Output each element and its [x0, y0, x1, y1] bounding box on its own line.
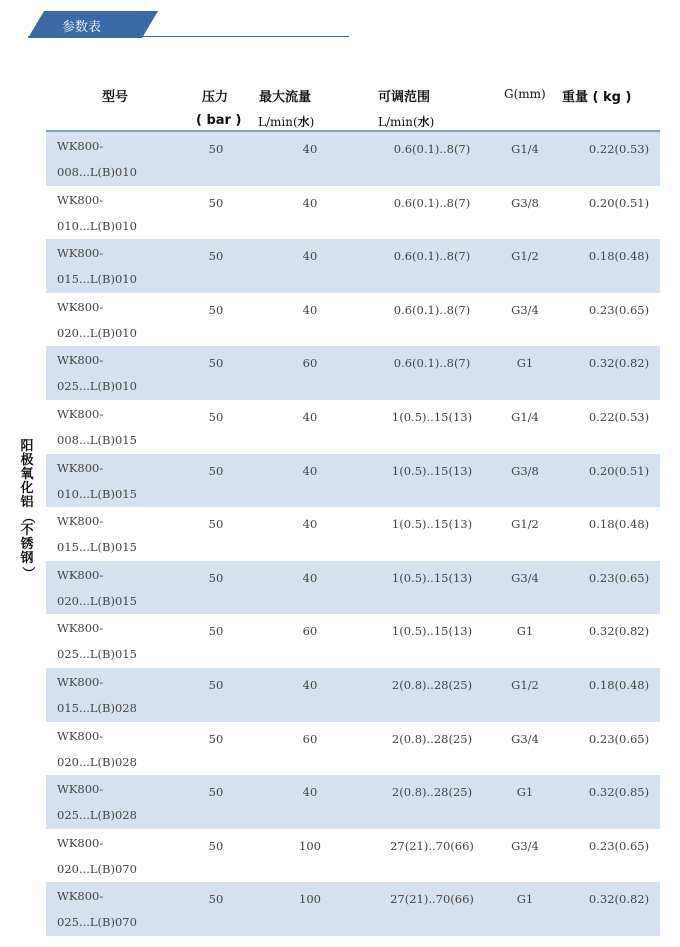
model-line-2: 020...L(B)028 — [57, 754, 137, 769]
side-label-char: 阳 — [20, 439, 34, 454]
table-row — [46, 561, 660, 615]
model-line-1: WK800- — [57, 139, 104, 153]
cell-flow-value: 40 — [302, 409, 318, 424]
cell-weight-value: 0.32(0.82) — [588, 892, 650, 907]
side-label-char: 不 — [20, 523, 34, 538]
side-label-char: 钢 — [20, 551, 34, 566]
table-row — [46, 454, 660, 508]
model-line-1: WK800- — [57, 246, 104, 261]
cell-weight-value: 0.23(0.65) — [588, 838, 650, 853]
cell-range-value: 1(0.5)..15(13) — [391, 570, 473, 585]
cell-flow-value: 40 — [302, 249, 318, 264]
cell-pressure-value: 50 — [208, 356, 224, 371]
model-line-2: 025...L(B)010 — [57, 379, 137, 394]
model-line-2: 008...L(B)010 — [57, 165, 137, 179]
cell-flow-value: 40 — [302, 677, 318, 692]
table-row — [46, 186, 660, 240]
cell-range-value: 0.6(0.1)..8(7) — [393, 356, 471, 371]
cell-g-value: G1/2 — [511, 517, 539, 532]
model-line-1: WK800- — [57, 514, 104, 529]
model-line-1: WK800- — [57, 674, 104, 689]
cell-range-value: 0.6(0.1)..8(7) — [393, 142, 471, 156]
cell-g-value: G1/4 — [511, 409, 539, 424]
table-row — [46, 239, 660, 293]
cell-range-value: 0.6(0.1)..8(7) — [393, 302, 471, 317]
cell-weight-value: 0.23(0.65) — [588, 731, 650, 746]
cell-range-value: 1(0.5)..15(13) — [391, 624, 473, 639]
cell-g-value: G1/2 — [511, 677, 539, 692]
cell-pressure-value: 50 — [208, 195, 224, 210]
side-label-char: （ — [20, 510, 35, 524]
cell-model — [57, 133, 137, 185]
table-row — [46, 507, 660, 561]
cell-g-value: G3/4 — [511, 731, 539, 746]
cell-pressure-value: 50 — [208, 409, 224, 424]
model-line-2: 025...L(B)028 — [57, 808, 137, 823]
cell-flow-value: 40 — [302, 195, 318, 210]
cell-model — [57, 508, 137, 560]
side-label-char: ） — [20, 566, 35, 580]
cell-flow-value: 100 — [299, 838, 321, 853]
cell-pressure-value: 50 — [208, 570, 224, 585]
cell-weight-value: 0.32(0.82) — [588, 624, 650, 639]
cell-weight-value: 0.18(0.48) — [588, 517, 650, 532]
model-line-2: 015...L(B)028 — [57, 700, 137, 715]
cell-model — [57, 723, 137, 775]
table-row — [46, 722, 660, 776]
model-line-2: 010...L(B)010 — [57, 218, 137, 233]
cell-range-value: 1(0.5)..15(13) — [391, 517, 473, 532]
cell-g-value: G3/4 — [511, 302, 539, 317]
cell-flow-value: 100 — [299, 892, 321, 907]
table-row — [46, 346, 660, 400]
model-line-1: WK800- — [57, 782, 104, 797]
cell-g-value: G1/2 — [511, 249, 539, 264]
cell-flow-value: 40 — [302, 570, 318, 585]
cell-range-value: 0.6(0.1)..8(7) — [393, 249, 471, 264]
cell-weight-value: 0.32(0.85) — [588, 785, 650, 800]
cell-range-value: 2(0.8)..28(25) — [391, 731, 473, 746]
side-label-char: 铝 — [20, 495, 34, 510]
cell-flow-value: 60 — [302, 356, 318, 371]
cell-model — [57, 240, 137, 292]
cell-flow-value: 40 — [302, 785, 318, 800]
cell-range-value: 2(0.8)..28(25) — [391, 785, 473, 800]
header-weight: 重量 ( kg ) — [562, 90, 632, 105]
cell-weight-value: 0.32(0.82) — [588, 356, 650, 371]
cell-g-value: G1 — [516, 624, 534, 639]
cell-weight-value: 0.20(0.51) — [588, 195, 650, 210]
section-title: 参数表 — [62, 20, 102, 35]
cell-range-value: 1(0.5)..15(13) — [391, 463, 473, 478]
cell-pressure-value: 50 — [208, 677, 224, 692]
cell-model — [57, 615, 137, 667]
table-row — [46, 614, 660, 668]
cell-model — [57, 455, 137, 507]
cell-model — [57, 347, 137, 399]
cell-range-value: 27(21)..70(66) — [390, 892, 474, 907]
cell-model — [57, 669, 137, 721]
table-row — [46, 668, 660, 722]
header-flow-unit: L/min(水) — [258, 115, 315, 129]
cell-pressure-value: 50 — [208, 838, 224, 853]
cell-pressure-value: 50 — [208, 785, 224, 800]
cell-pressure-value: 50 — [208, 892, 224, 907]
cell-weight-value: 0.23(0.65) — [588, 302, 650, 317]
cell-model — [57, 776, 137, 828]
model-line-2: 020...L(B)010 — [57, 325, 137, 340]
cell-weight-value: 0.23(0.65) — [588, 570, 650, 585]
table-row — [46, 829, 660, 883]
model-line-2: 020...L(B)015 — [57, 593, 137, 608]
cell-flow-value: 60 — [302, 624, 318, 639]
model-line-2: 008...L(B)015 — [57, 432, 137, 447]
side-label-char: 极 — [20, 453, 34, 468]
cell-g-value: G1 — [516, 892, 534, 907]
cell-weight-value: 0.22(0.53) — [588, 409, 650, 424]
cell-model — [57, 830, 137, 882]
model-line-1: WK800- — [57, 460, 104, 475]
cell-weight-value: 0.18(0.48) — [588, 249, 650, 264]
model-line-1: WK800- — [57, 299, 104, 314]
model-line-2: 025...L(B)070 — [57, 915, 137, 930]
header-pressure-unit: ( bar ) — [196, 113, 242, 128]
cell-pressure-value: 50 — [208, 302, 224, 317]
cell-g-value: G3/4 — [511, 838, 539, 853]
table-row — [46, 882, 660, 936]
model-line-1: WK800- — [57, 621, 104, 636]
cell-range-value: 1(0.5)..15(13) — [391, 409, 473, 424]
header-model: 型号 — [102, 90, 129, 105]
cell-range-value: 2(0.8)..28(25) — [391, 677, 473, 692]
cell-g-value: G3/8 — [511, 463, 539, 478]
table-row — [46, 400, 660, 454]
cell-pressure-value: 50 — [208, 142, 224, 156]
table-row — [46, 293, 660, 347]
cell-model — [57, 294, 137, 346]
cell-flow-value: 40 — [302, 517, 318, 532]
model-line-1: WK800- — [57, 353, 104, 368]
cell-weight-value: 0.18(0.48) — [588, 677, 650, 692]
cell-flow-value: 40 — [302, 302, 318, 317]
cell-flow-value: 40 — [302, 142, 318, 156]
cell-pressure-value: 50 — [208, 731, 224, 746]
header-pressure: 压力 — [202, 90, 229, 105]
model-line-2: 025...L(B)015 — [57, 647, 137, 662]
header-g: G(mm) — [504, 87, 546, 101]
cell-g-value: G1 — [516, 785, 534, 800]
model-line-1: WK800- — [57, 192, 104, 207]
model-line-1: WK800- — [57, 835, 104, 850]
cell-range-value: 0.6(0.1)..8(7) — [393, 195, 471, 210]
spec-table — [46, 132, 660, 936]
cell-model — [57, 562, 137, 614]
model-line-2: 015...L(B)010 — [57, 272, 137, 287]
banner-underline — [28, 36, 349, 37]
cell-g-value: G1/4 — [511, 142, 539, 156]
cell-pressure-value: 50 — [208, 249, 224, 264]
header-range: 可调范围 — [378, 90, 431, 105]
model-line-2: 020...L(B)070 — [57, 861, 137, 876]
cell-pressure-value: 50 — [208, 463, 224, 478]
header-flow: 最大流量 — [259, 90, 312, 105]
model-line-2: 015...L(B)015 — [57, 540, 137, 555]
side-label-char: 氧 — [20, 467, 34, 482]
model-line-1: WK800- — [57, 889, 104, 904]
cell-pressure-value: 50 — [208, 517, 224, 532]
table-row — [46, 775, 660, 829]
side-label-char: 化 — [20, 481, 34, 496]
section-banner — [28, 11, 158, 38]
cell-range-value: 27(21)..70(66) — [390, 838, 474, 853]
cell-model — [57, 883, 137, 935]
cell-g-value: G1 — [516, 356, 534, 371]
cell-pressure-value: 50 — [208, 624, 224, 639]
cell-model — [57, 401, 137, 453]
cell-weight-value: 0.20(0.51) — [588, 463, 650, 478]
model-line-1: WK800- — [57, 728, 104, 743]
model-line-2: 010...L(B)015 — [57, 486, 137, 501]
side-label-char: 锈 — [20, 537, 34, 552]
cell-model — [57, 187, 137, 239]
cell-weight-value: 0.22(0.53) — [588, 142, 650, 156]
side-label — [18, 440, 36, 580]
cell-flow-value: 60 — [302, 731, 318, 746]
model-line-1: WK800- — [57, 567, 104, 582]
cell-g-value: G3/8 — [511, 195, 539, 210]
model-line-1: WK800- — [57, 406, 104, 421]
header-range-unit: L/min(水) — [378, 115, 435, 129]
cell-g-value: G3/4 — [511, 570, 539, 585]
cell-flow-value: 40 — [302, 463, 318, 478]
table-row — [46, 132, 660, 186]
